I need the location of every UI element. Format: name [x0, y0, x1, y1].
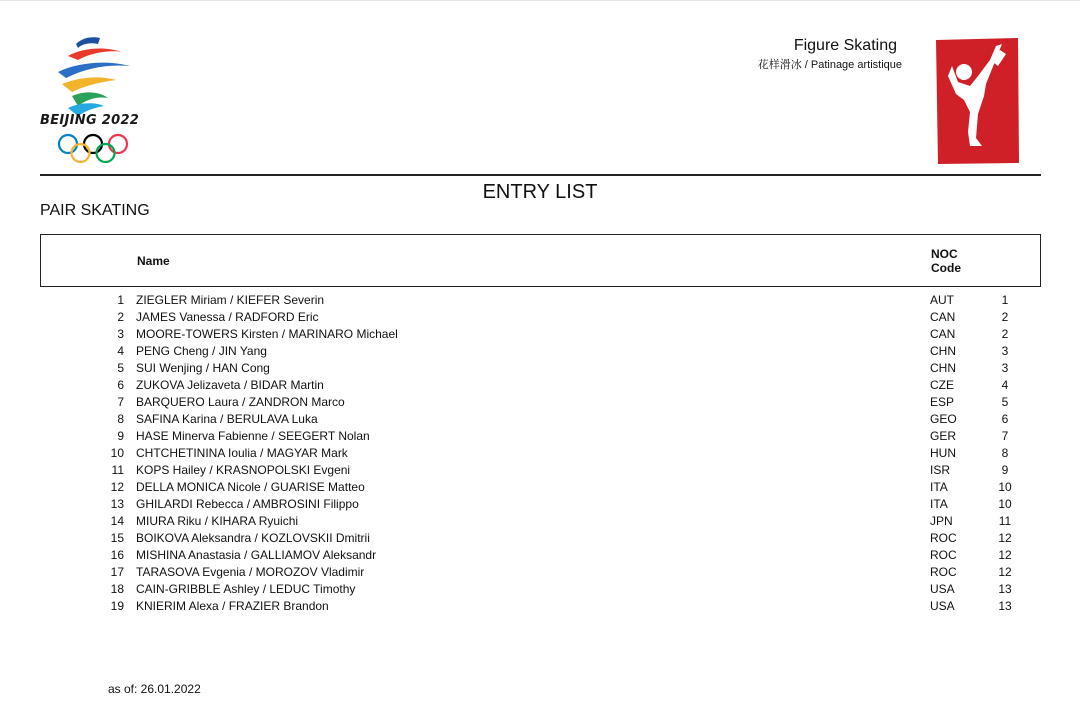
entry-noc-code: USA — [930, 599, 955, 613]
entry-pair-name: BOIKOVA Aleksandra / KOZLOVSKII Dmitrii — [136, 531, 370, 545]
entry-pair-name: ZUKOVA Jelizaveta / BIDAR Martin — [136, 378, 324, 392]
entry-noc-code: ROC — [930, 565, 957, 579]
entry-sequence: 9 — [1001, 463, 1009, 477]
entry-number: 2 — [117, 310, 124, 324]
entry-sequence: 3 — [1001, 344, 1009, 358]
entry-pair-name: CHTCHETININA Ioulia / MAGYAR Mark — [136, 446, 348, 460]
entry-number: 15 — [110, 531, 124, 545]
entry-number: 14 — [110, 514, 124, 528]
entry-noc-code: AUT — [930, 293, 954, 307]
table-row — [0, 513, 1080, 530]
table-row — [0, 479, 1080, 496]
header-rule — [40, 174, 1041, 176]
entry-noc-code: ITA — [930, 497, 948, 511]
entry-pair-name: DELLA MONICA Nicole / GUARISE Matteo — [136, 480, 365, 494]
sport-subtitle: 花样滑冰 / Patinage artistique — [757, 59, 902, 71]
entry-pair-name: KNIERIM Alexa / FRAZIER Brandon — [136, 599, 329, 613]
entry-noc-code: ITA — [930, 480, 948, 494]
entry-sequence: 7 — [1001, 429, 1009, 443]
entry-sequence: 12 — [998, 531, 1012, 545]
entry-pair-name: JAMES Vanessa / RADFORD Eric — [136, 310, 319, 324]
entry-number: 9 — [117, 429, 124, 443]
entry-pair-name: CAIN-GRIBBLE Ashley / LEDUC Timothy — [136, 582, 356, 596]
column-header-name: Name — [137, 254, 170, 268]
entry-pair-name: ZIEGLER Miriam / KIEFER Severin — [136, 293, 325, 307]
entry-noc-code: ESP — [930, 395, 955, 409]
document-title: ENTRY LIST — [482, 181, 598, 203]
entry-pair-name: MOORE-TOWERS Kirsten / MARINARO Michael — [136, 327, 398, 341]
entry-number: 12 — [110, 480, 124, 494]
entry-pair-name: GHILARDI Rebecca / AMBROSINI Filippo — [136, 497, 359, 511]
table-row — [0, 445, 1080, 462]
entry-pair-name: PENG Cheng / JIN Yang — [136, 344, 267, 358]
entry-pair-name: BARQUERO Laura / ZANDRON Marco — [136, 395, 345, 409]
entry-noc-code: CHN — [930, 361, 956, 375]
column-header-noc-line2: Code — [931, 261, 961, 275]
entry-sequence: 11 — [998, 514, 1012, 528]
table-row — [0, 292, 1080, 309]
table-row — [0, 598, 1080, 615]
figure-skating-pictogram-icon — [934, 36, 1020, 166]
entry-noc-code: JPN — [930, 514, 953, 528]
entry-pair-name: SAFINA Karina / BERULAVA Luka — [136, 412, 318, 426]
table-row — [0, 564, 1080, 581]
as-of-date: as of: 26.01.2022 — [108, 682, 201, 696]
table-row — [0, 326, 1080, 343]
entry-noc-code: GER — [930, 429, 957, 443]
entry-sequence: 10 — [998, 480, 1012, 494]
entry-pair-name: TARASOVA Evgenia / MOROZOV Vladimir — [136, 565, 365, 579]
entry-sequence: 4 — [1001, 378, 1009, 392]
entry-sequence: 13 — [998, 599, 1012, 613]
entry-number: 7 — [117, 395, 124, 409]
entry-sequence: 2 — [1001, 327, 1009, 341]
table-row — [0, 530, 1080, 547]
entry-noc-code: ISR — [930, 463, 951, 477]
entry-noc-code: USA — [930, 582, 955, 596]
entry-noc-code: GEO — [930, 412, 957, 426]
table-row — [0, 462, 1080, 479]
table-row — [0, 428, 1080, 445]
entry-sequence: 13 — [998, 582, 1012, 596]
page-top-border — [0, 0, 1080, 1]
entry-noc-code: ROC — [930, 531, 957, 545]
table-row — [0, 377, 1080, 394]
table-row — [0, 394, 1080, 411]
entry-pair-name: SUI Wenjing / HAN Cong — [136, 361, 270, 375]
entry-number: 11 — [111, 463, 124, 477]
entry-number: 4 — [117, 344, 124, 358]
entry-number: 16 — [110, 548, 124, 562]
table-row — [0, 411, 1080, 428]
entry-number: 17 — [110, 565, 124, 579]
entry-noc-code: ROC — [930, 548, 957, 562]
entry-number: 19 — [110, 599, 124, 613]
entry-pair-name: MISHINA Anastasia / GALLIAMOV Aleksandr — [136, 548, 377, 562]
entry-sequence: 1 — [1001, 293, 1009, 307]
entry-pair-name: KOPS Hailey / KRASNOPOLSKI Evgeni — [136, 463, 351, 477]
table-row — [0, 309, 1080, 326]
entry-sequence: 3 — [1001, 361, 1009, 375]
entry-noc-code: HUN — [930, 446, 956, 460]
entry-number: 3 — [117, 327, 124, 341]
brand-wordmark: BEIJING 2022 — [40, 113, 140, 128]
table-row — [0, 496, 1080, 513]
entry-number: 18 — [110, 582, 124, 596]
entry-noc-code: CAN — [930, 327, 956, 341]
entry-number: 5 — [117, 361, 124, 375]
entry-number: 8 — [117, 412, 124, 426]
entry-noc-code: CAN — [930, 310, 956, 324]
table-row — [0, 581, 1080, 598]
olympic-rings-icon — [56, 132, 130, 168]
table-header — [40, 234, 1041, 287]
entry-pair-name: MIURA Riku / KIHARA Ryuichi — [136, 514, 299, 528]
entry-sequence: 12 — [998, 565, 1012, 579]
column-header-noc — [931, 247, 961, 275]
entry-number: 13 — [110, 497, 124, 511]
event-name: PAIR SKATING — [40, 202, 150, 219]
entry-sequence: 5 — [1001, 395, 1009, 409]
entry-number: 10 — [110, 446, 124, 460]
entry-noc-code: CZE — [930, 378, 954, 392]
entry-sequence: 2 — [1001, 310, 1009, 324]
entry-sequence: 10 — [998, 497, 1012, 511]
table-row — [0, 547, 1080, 564]
entry-pair-name: HASE Minerva Fabienne / SEEGERT Nolan — [136, 429, 370, 443]
entry-sequence: 6 — [1001, 412, 1009, 426]
table-row — [0, 343, 1080, 360]
entry-number: 1 — [117, 293, 124, 307]
column-header-noc-line1: NOC — [931, 247, 958, 261]
entry-number: 6 — [117, 378, 124, 392]
sport-title: Figure Skating — [793, 37, 897, 54]
entry-table-body — [0, 292, 1080, 615]
entry-sequence: 8 — [1001, 446, 1009, 460]
entry-sequence: 12 — [998, 548, 1012, 562]
table-row — [0, 360, 1080, 377]
entry-noc-code: CHN — [930, 344, 956, 358]
